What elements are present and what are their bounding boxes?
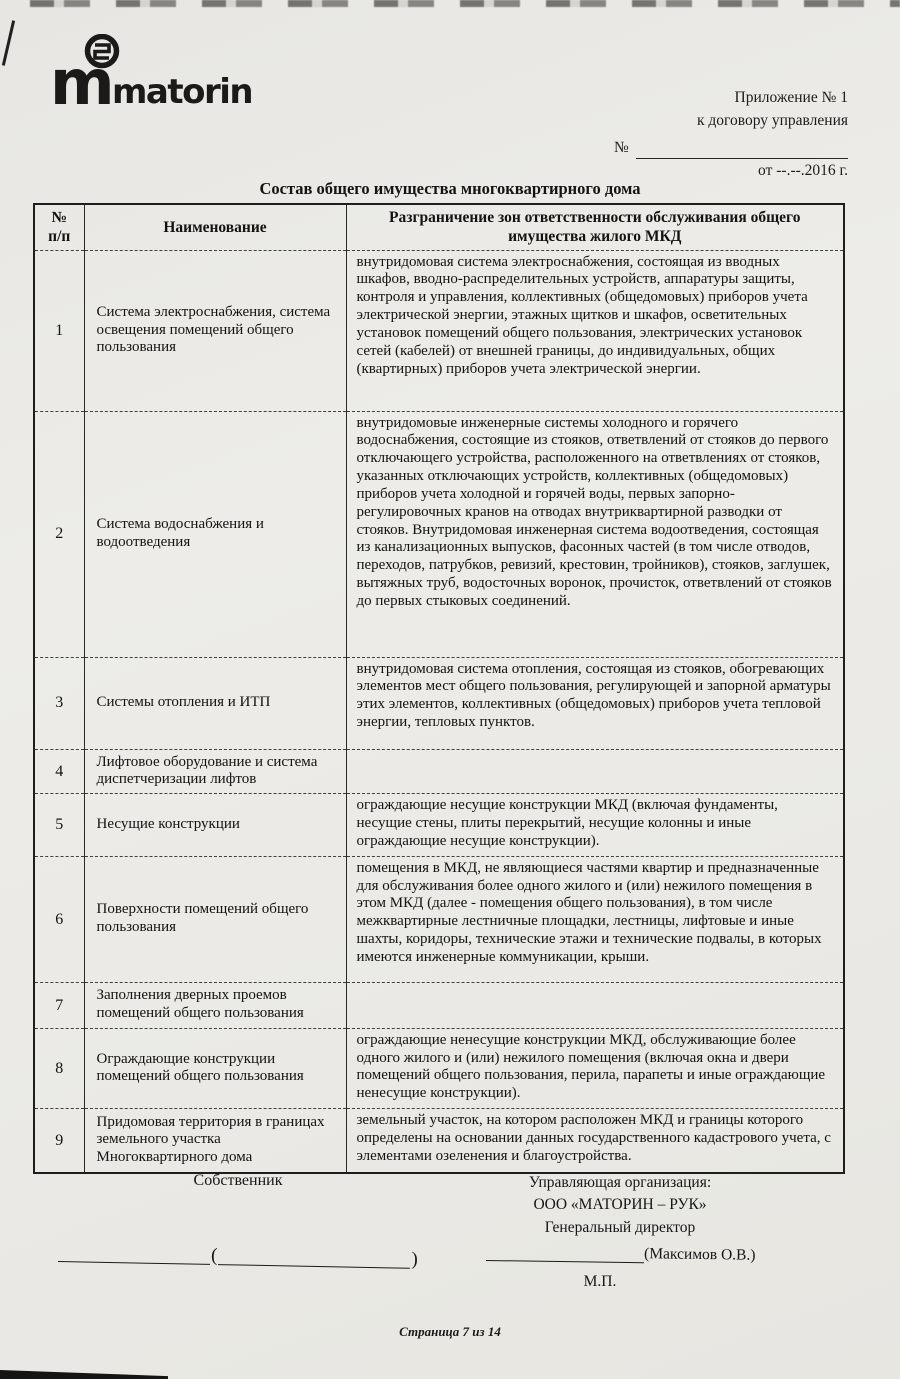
- row-name-cell: Система электроснабжения, система освещения помещений общего пользования: [84, 250, 346, 411]
- table-body: [34, 250, 844, 1173]
- row-number-cell: 7: [34, 982, 84, 1028]
- row-name-cell: Поверхности помещений общего пользования: [84, 856, 346, 982]
- table-row: [34, 657, 844, 749]
- owner-paren-open: (: [210, 1244, 218, 1267]
- row-zone-cell: [346, 749, 844, 794]
- table-row: [34, 250, 844, 411]
- contract-date-line: от --.--.2016 г.: [758, 161, 848, 179]
- table-row: [34, 856, 844, 982]
- page-number-footer: Страница 7 из 14: [399, 1324, 501, 1339]
- row-zone-cell: земельный участок, на котором расположен МКД и границы которого определены на основании данных государственного кадастрового учета, с элементами озеленения и благоустройства.: [346, 1109, 844, 1173]
- row-name-cell: Заполнения дверных проемов помещений общего пользования: [84, 982, 346, 1028]
- stamp-label: М.П.: [583, 1273, 617, 1290]
- table-row: [34, 794, 844, 857]
- row-name-cell: Система водоснабжения и водоотведения: [84, 411, 346, 657]
- owner-signature-line: [58, 1244, 210, 1265]
- scan-smudge-top: [30, 0, 900, 7]
- director-signature-line: [486, 1243, 644, 1263]
- table-row: [34, 411, 844, 657]
- row-zone-cell: ограждающие ненесущие конструкции МКД, обслуживающие более одного жилого и (или) нежилого помещения (включая окна и двери помещений общего пользования, перила, парапеты и иные ограждающие ненесущие конструкции).: [346, 1028, 844, 1108]
- table-header-row: [34, 204, 844, 250]
- director-name: (Максимов О.В.): [643, 1245, 756, 1264]
- row-number-cell: 6: [34, 856, 84, 982]
- table-row: [34, 749, 844, 794]
- row-name-cell: Несущие конструкции: [84, 794, 346, 857]
- contract-number-blank-line: [636, 143, 848, 159]
- row-number-cell: 4: [34, 749, 84, 794]
- appendix-block: [614, 86, 848, 182]
- contract-number-label: №: [614, 138, 629, 156]
- appendix-line-2: к договору управления: [696, 112, 848, 130]
- row-number-cell: 1: [34, 250, 84, 411]
- column-header-name: Наименование: [84, 204, 346, 250]
- row-number-cell: 3: [34, 657, 84, 749]
- row-number-cell: 5: [34, 794, 84, 857]
- appendix-line-1: Приложение № 1: [734, 89, 848, 106]
- table-row: [34, 982, 844, 1028]
- owner-paren-close: ): [411, 1248, 418, 1270]
- common-property-table: [33, 203, 845, 1174]
- management-organization-name: ООО «МАТОРИН – РУК»: [533, 1196, 707, 1214]
- column-header-number: № п/п: [34, 204, 84, 250]
- matorin-logo-text: matorin: [112, 72, 253, 112]
- svg-text:m: m: [50, 46, 115, 108]
- table-row: [34, 1109, 844, 1173]
- scan-corner-slash: [2, 20, 15, 65]
- row-name-cell: Ограждающие конструкции помещений общего пользования: [84, 1028, 346, 1108]
- director-title: Генеральный директор: [544, 1218, 696, 1236]
- director-signature-row: [486, 1243, 816, 1266]
- row-number-cell: 8: [34, 1028, 84, 1108]
- row-zone-cell: помещения в МКД, не являющиеся частями квартир и предназначенные для обслуживания более одного жилого и (или) нежилого помещения в этом МКД (далее - помещения общего пользования), в том числе межквартирные лестничные площадки, лестницы, лифтовые и иные шахты, коридоры, технические этажи и технические подвалы, в которых имеются инженерные коммуникации, крыши.: [346, 856, 844, 982]
- management-organization-title: Управляющая организация:: [528, 1174, 712, 1191]
- row-number-cell: 9: [34, 1109, 84, 1173]
- row-name-cell: Лифтовое оборудование и система диспетчеризации лифтов: [84, 749, 346, 794]
- row-zone-cell: ограждающие несущие конструкции МКД (включая фундаменты, несущие стены, плиты перекрытий, несущие колонны и иные ограждающие несущие конструкции).: [346, 794, 844, 857]
- owner-signature-row: [58, 1243, 436, 1269]
- row-name-cell: Системы отопления и ИТП: [84, 657, 346, 749]
- row-zone-cell: внутридомовая система электроснабжения, состоящая из вводных шкафов, вводно-распределительных устройств, аппаратуры защиты, контроля и управления, коллективных (общедомовых) приборов учета электрической энергии, этажных щитков и шкафов, осветительных установок помещений общего пользования, электрических установок сетей (кабелей) от внешней границы, до индивидуальных, общих (квартирных) приборов учета электрической энергии.: [346, 250, 844, 411]
- owner-fullname-line: [218, 1247, 410, 1269]
- management-organization-block: [500, 1172, 740, 1239]
- row-zone-cell: [346, 982, 844, 1028]
- column-header-zone: Разграничение зон ответственности обслуживания общего имущества жилого МКД: [346, 204, 844, 250]
- row-number-cell: 2: [34, 411, 84, 657]
- row-zone-cell: внутридомовые инженерные системы холодного и горячего водоснабжения, состоящие из стояков, ответвлений от стояков до первого отключающего устройства, расположенного на ответвлениях от стояков, указанных отключающих устройств, коллективных (общедомовых) приборов учета холодной и горячей воды, первых запорно-регулировочных кранов на отводах внутриквартирной разводки от стояков. Внутридомовая инженерная система водоотведения, состоящая из канализационных выпусков, фасонных частей (в том числе отводов, переходов, патрубков, ревизий, крестовин, тройников), стояков, заглушек, вытяжных труб, водосточных воронок, прочисток, ответвлений от стояков до первых стыковых соединений.: [346, 411, 844, 657]
- table-row: [34, 1028, 844, 1108]
- matorin-logo: [50, 34, 252, 113]
- contract-number-row: [614, 136, 848, 159]
- scan-bottom-wedge: [0, 1368, 168, 1379]
- document-title: Состав общего имущества многоквартирного дома: [259, 179, 641, 198]
- row-name-cell: Придомовая территория в границах земельного участка Многоквартирного дома: [84, 1109, 346, 1173]
- owner-label: Собственник: [193, 1172, 283, 1189]
- row-zone-cell: внутридомовая система отопления, состоящая из стояков, обогревающих элементов мест общего пользования, регулирующей и запорной арматуры этих элементов, коллективных (общедомовых) приборов учета тепловой энергии, тепловых пунктов.: [346, 657, 844, 749]
